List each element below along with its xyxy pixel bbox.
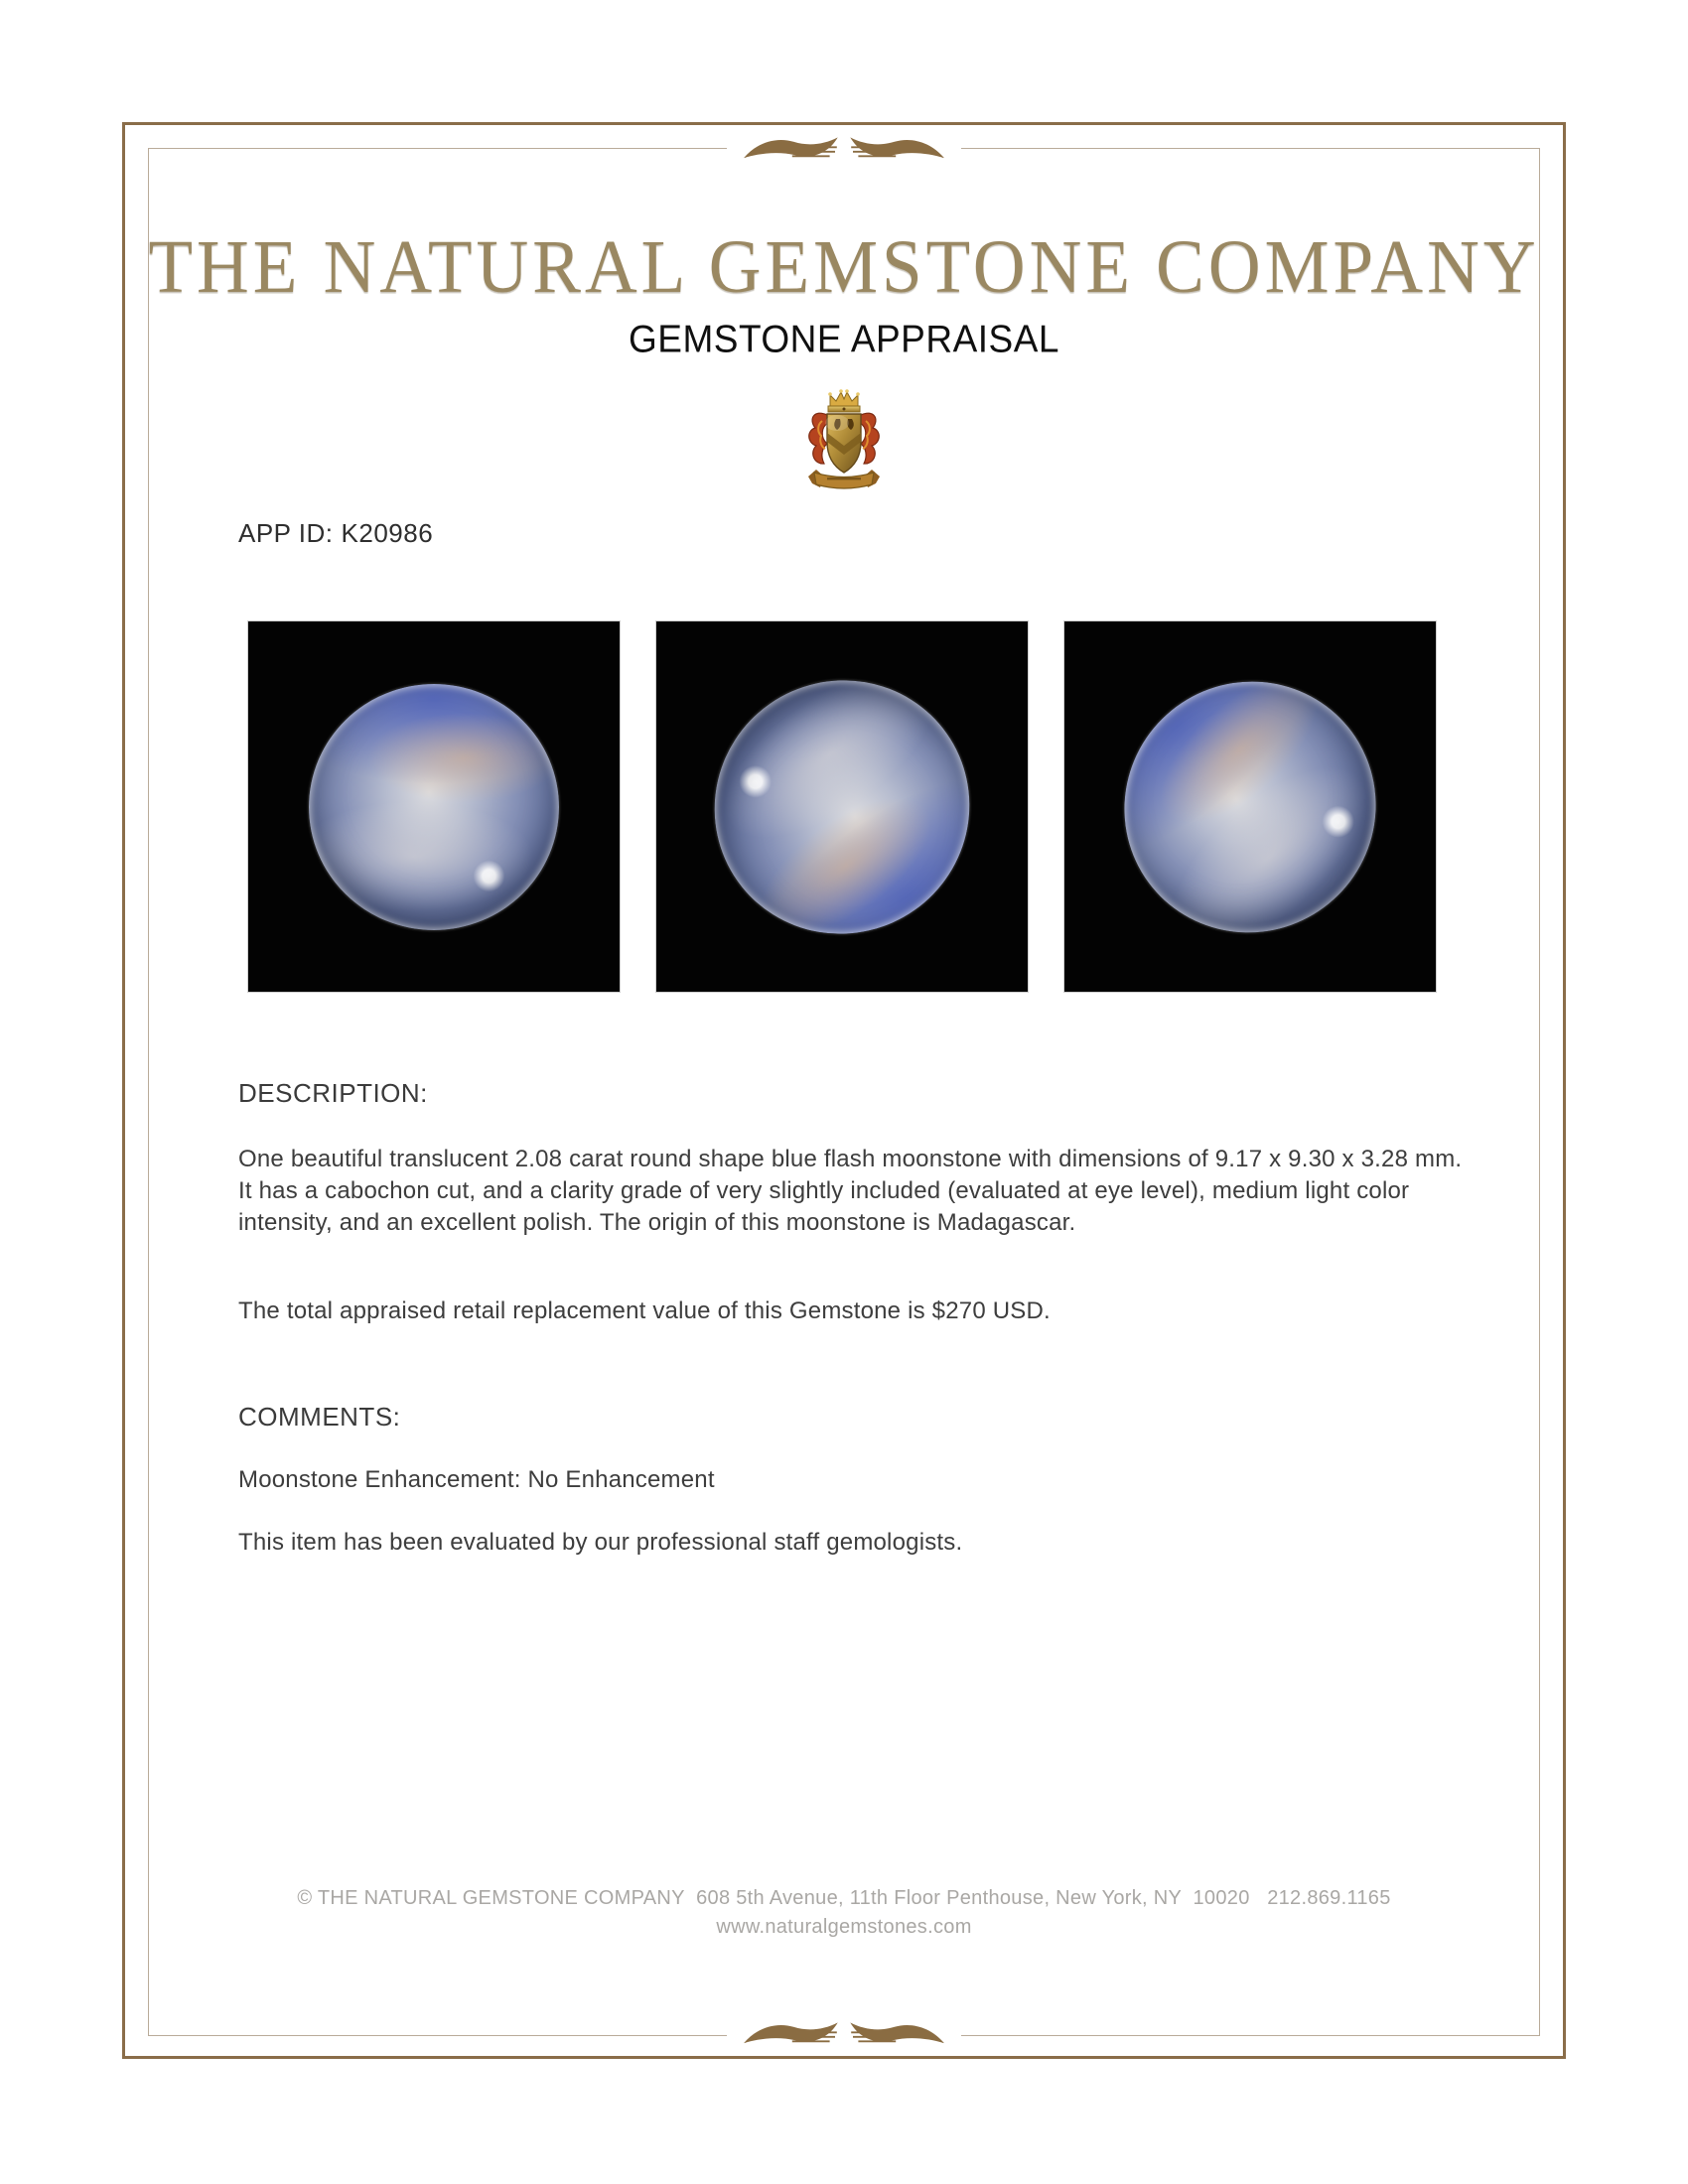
- description-heading: DESCRIPTION:: [238, 1078, 428, 1108]
- flourish-ornament-top: [727, 130, 961, 170]
- app-id-label: APP ID:: [238, 518, 334, 548]
- document-type-title: GEMSTONE APPRAISAL: [629, 317, 1059, 360]
- gem-photo-row: [247, 620, 1437, 993]
- moonstone-photo-1: [247, 620, 621, 993]
- appraised-value-statement: The total appraised retail replacement value of this Gemstone is $270 USD.: [238, 1297, 1051, 1324]
- company-name-title: THE NATURAL GEMSTONE COMPANY: [148, 223, 1540, 309]
- moonstone-photo-3: [1063, 620, 1437, 993]
- footer-website: www.naturalgemstones.com: [716, 1916, 972, 1938]
- moonstone-gem-image: [1072, 629, 1427, 984]
- company-crest-logo: [792, 385, 896, 500]
- flourish-swirl-icon: [737, 133, 951, 167]
- flourish-swirl-icon: [737, 2018, 951, 2052]
- flourish-ornament-bottom: [727, 2015, 961, 2055]
- evaluation-comment: This item has been evaluated by our professional staff gemologists.: [238, 1529, 963, 1556]
- heraldic-crest-icon: [792, 385, 896, 500]
- moonstone-photo-2: [655, 620, 1029, 993]
- moonstone-gem-image: [664, 629, 1019, 983]
- app-id-value: K20986: [341, 518, 434, 548]
- app-id-row: [238, 518, 433, 549]
- description-paragraph: One beautiful translucent 2.08 carat round shape blue flash moonstone with dimensions of 9.17 x 9.30 x 3.28 mm. It has a cabochon cut, and a clarity grade of very slightly included (evaluated at eye level), medium light color intensity, and an excellent polish. The origin of this moonstone is Madagascar.: [238, 1146, 1463, 1236]
- comments-heading: COMMENTS:: [238, 1402, 401, 1432]
- enhancement-comment: Moonstone Enhancement: No Enhancement: [238, 1466, 715, 1493]
- moonstone-gem-image: [309, 684, 559, 930]
- footer-address: © THE NATURAL GEMSTONE COMPANY 608 5th Avenue, 11th Floor Penthouse, New York, NY 10020 212.869.1165: [297, 1887, 1391, 1909]
